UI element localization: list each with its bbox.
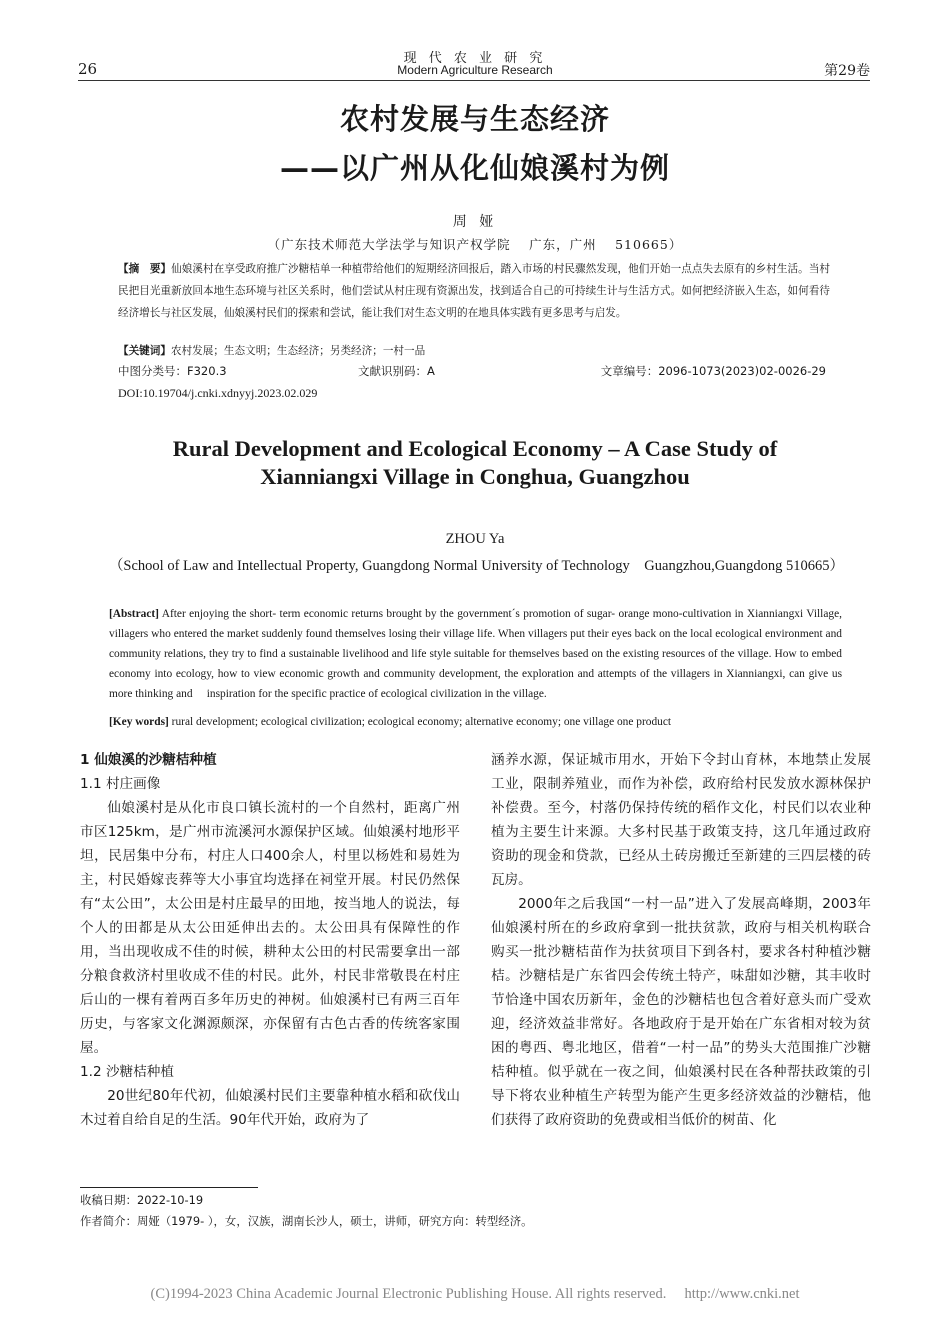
title-line-2: ——以广州从化仙娘溪村为例 [279, 151, 670, 185]
subsection-heading-1-1: 1.1 村庄画像 [80, 776, 161, 792]
page-number: 26 [78, 60, 98, 78]
keywords-cn-label: 【关键词】 [118, 345, 171, 357]
title-en-line-1: Rural Development and Ecological Economy – A Case Study of [172, 436, 778, 461]
abstract-cn-label: 【摘 要】 [118, 263, 172, 275]
document-code: 文献识别码：A [358, 364, 435, 378]
abstract-cn [118, 258, 830, 324]
received-date: 收稿日期：2022-10-19 [80, 1193, 204, 1207]
affiliation-cn: （广东技术师范大学法学与知识产权学院 广东，广州 510665） [267, 237, 683, 252]
volume-label: 第29卷 [824, 63, 870, 79]
body-right-column [491, 748, 871, 1132]
body-paragraph: 仙娘溪村是从化市良口镇长流村的一个自然村，距离广州市区125km，是广州市流溪河水源保护区域。仙娘溪村地形平坦，民居集中分布，村庄人口400余人，村里以杨姓和易姓为主，村民婚嫁丧葬等大小事宜均选择在祠堂开展。村民仍然保有“太公田”，太公田是村庄最早的田地，按当地人的说法，每个人的田都是从太公田延伸出去的。太公田具有保障性的作用，当出现收成不佳的时候，耕种太公田的村民需要拿出一部分粮食救济村里收成不佳的村民。此外，村民非常敬畏在村庄后山的一棵有着两百多年历史的神树。仙娘溪村已有两三百年历史，与客家文化渊源颇深，亦保留有古色古香的传统客家围屋。 [80, 800, 460, 1056]
abstract-en [109, 604, 842, 704]
copyright-watermark: (C)1994-2023 China Academic Journal Electronic Publishing House. All rights reserved. http://www.cnki.net [150, 1286, 800, 1302]
keywords-en [109, 716, 671, 728]
body-paragraph: 涵养水源，保证城市用水，开始下令封山育林，本地禁止发展工业，限制养殖业，而作为补偿，政府给村民发放水源林保护补偿费。至今，村落仍保持传统的稻作文化，村民们以农业种植为主要生计来源。大多村民基于政策支持，这几年通过政府资助的现金和贷款，已经从土砖房搬迁至新建的三四层楼的砖瓦房。 [491, 752, 871, 888]
footnote-rule [80, 1187, 258, 1188]
section-heading-1: 1 仙娘溪的沙糖桔种植 [80, 752, 217, 768]
keywords-en-text: rural development; ecological civilization; ecological economy; alternative economy; one village one product [171, 716, 672, 728]
abstract-en-label: [Abstract] [109, 608, 159, 620]
author-bio: 作者简介：周娅（1979- ），女，汉族，湖南长沙人，硕士，讲师，研究方向：转型经济。 [80, 1214, 533, 1228]
clc-number: 中图分类号：F320.3 [118, 364, 227, 378]
keywords-cn-text: 农村发展；生态文明；生态经济；另类经济；一村一品 [170, 345, 426, 357]
body-left-column [80, 748, 460, 1132]
title-en-line-2: Xianniangxi Village in Conghua, Guangzhou [260, 464, 690, 489]
doi-link[interactable]: DOI:10.19704/j.cnki.xdnyyj.2023.02.029 [118, 386, 318, 400]
article-number: 文章编号：2096-1073(2023)02-0026-29 [600, 364, 826, 378]
abstract-cn-text: 仙娘溪村在享受政府推广沙糖桔单一种植带给他们的短期经济回报后，踏入市场的村民骤然发现，他们开始一点点失去原有的乡村生活。当村民把目光重新放回本地生态环境与社区关系时，他们尝试从村庄现有资源出发，找到适合自己的可持续生计与生活方式。如何把经济嵌入生态，如何看待经济增长与社区发展，仙娘溪村民们的探索和尝试，能让我们对生态文明的在地具体实践有更多思考与启发。 [118, 263, 830, 319]
journal-name-cn: 现 代 农 业 研 究 [403, 51, 547, 66]
title-line-1: 农村发展与生态经济 [339, 102, 610, 136]
keywords-cn [118, 343, 425, 358]
affiliation-en: （School of Law and Intellectual Property, Guangdong Normal University of Technology Guangzhou,Guangdong 510665） [108, 558, 845, 574]
author-cn: 周 娅 [452, 214, 498, 230]
subsection-heading-1-2: 1.2 沙糖桔种植 [80, 1064, 174, 1080]
author-en: ZHOU Ya [445, 531, 505, 547]
abstract-en-text: After enjoying the short- term economic returns brought by the government´s promotion of sugar- orange mono-cultivation in Xianniangxi Village, villagers who entered the market suddenly found themselves losing their village life. When villagers put their eyes back on the local ecological environment and community relations, they try to find a sustainable livelihood and life style suitable for themselves based on the existing resources of the village. How to embed economy into ecology, how to view economic growth and community development, the exploration and attempts of the villagers in Xianniangxi, can give us more thinking and inspiration for the specific practice of ecological civilization in the village. [109, 608, 842, 700]
keywords-en-label: [Key words] [109, 716, 169, 728]
header-rule [78, 80, 870, 81]
body-paragraph: 20世纪80年代初，仙娘溪村民们主要靠种植水稻和砍伐山木过着自给自足的生活。90年代开始，政府为了 [80, 1088, 460, 1128]
journal-name-en: Modern Agriculture Research [397, 63, 553, 77]
body-paragraph: 2000年之后我国“一村一品”进入了发展高峰期，2003年仙娘溪村所在的乡政府拿到一批扶贫款，政府与相关机构联合购买一批沙糖桔苗作为扶贫项目下到各村，要求各村种植沙糖桔。沙糖桔是广东省四会传统土特产，味甜如沙糖，其丰收时节恰逢中国农历新年，金色的沙糖桔也包含着好意头而广受欢迎，经济效益非常好。各地政府于是开始在广东省相对较为贫困的粤西、粤北地区，借着“一村一品”的势头大范围推广沙糖桔种植。似乎就在一夜之间，仙娘溪村民在各种帮扶政策的引导下将农业种植生产转型为能产生更多经济效益的沙糖桔，他们获得了政府资助的免费或相当低价的树苗、化 [491, 896, 871, 1128]
